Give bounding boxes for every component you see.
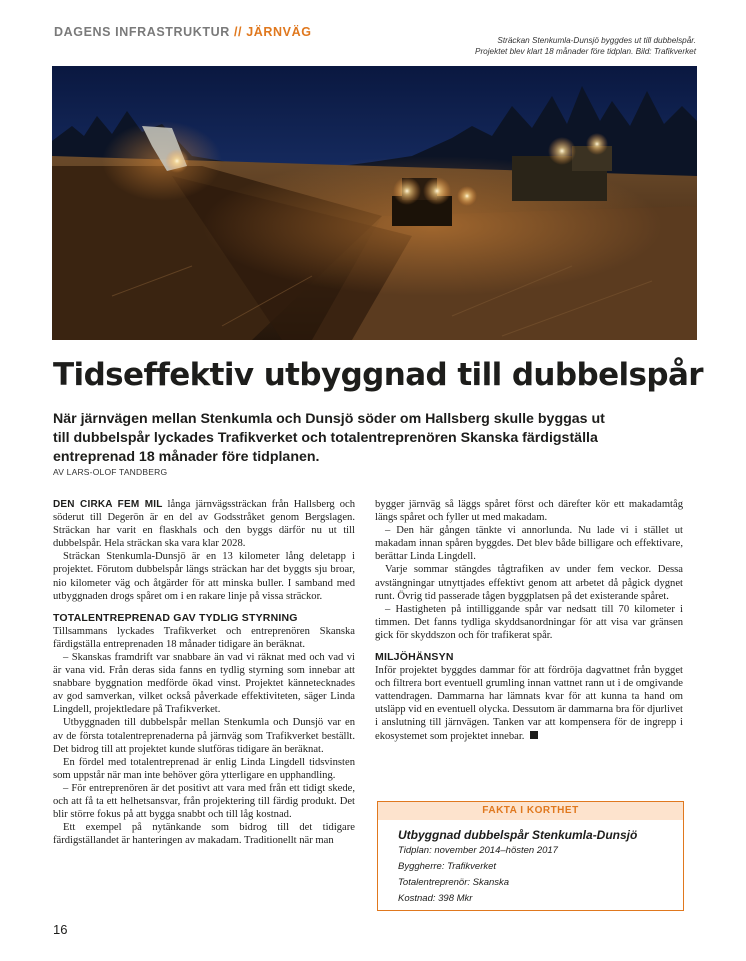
facts-line: Tidplan: november 2014–hösten 2017	[398, 845, 558, 856]
paragraph-text: Inför projektet byggdes dammar för att fördröja dagvattnet från bygget och filtrera bort eventuell grumling innan vattnet rann ut i de omgivande vattendragen. Dammarna har lämnats kvar för att kunna ta hand om utsläpp vid en eventuell olycka. Dessutom är dammarna bra för djurlivet i anslutning till järnvägen. Tanken var att kompensera för de ingrepp i ekosystemet som projektet innebar.	[375, 665, 683, 742]
photo-caption-line: Projektet blev klart 18 månader före tidplan. Bild: Trafikverket	[474, 46, 696, 56]
body-paragraph: – För entreprenören är det positivt att vara med från ett tidigt skede, och att få ta ett helhetsansvar, från projektering till färdig produkt. Det blir större fokus på att bygga snabbt och till låg kostnad.	[53, 782, 355, 821]
facts-line: Kostnad: 398 Mkr	[398, 893, 473, 904]
article-column-1	[53, 498, 355, 847]
photo-caption	[396, 36, 696, 57]
body-paragraph	[53, 498, 355, 550]
body-paragraph: Varje sommar stängdes tågtrafiken av under fem veckor. Dessa avstängningar utnyttjades effektivt genom att arbetet då pågick dygnet runt. Övrig tid passerade tågen byggplatsen på det existerande spåret.	[375, 564, 683, 602]
article-column-2	[375, 498, 683, 743]
facts-heading: FAKTA I KORTHET	[378, 802, 683, 820]
subheading: MILJÖHÄNSYN	[375, 651, 454, 664]
body-paragraph: – Skanskas framdrift var snabbare än vad vi räknat med och vad vi är vana vid. Från deras sida fanns en tydlig styrning som innebar att snabbare byggnation medförde ökad vinst. Projektet kännetecknades av god samverkan, vilket också påverkade effektiviteten, säger Linda Lingdell, projektledare på Trafikverket.	[53, 651, 355, 716]
body-paragraph: Tillsammans lyckades Trafikverket och entreprenören Skanska färdigställa entreprenaden 18 månader tidigare än beräknat.	[53, 625, 355, 650]
body-paragraph: Utbyggnaden till dubbelspår mellan Stenkumla och Dunsjö var en av de första totalentreprenaderna på järnväg som Trafikverket beställt. Det bidrog till att projektet kunde slutföras tidigare än beräknat.	[53, 717, 355, 755]
night-construction-illustration	[52, 66, 697, 340]
facts-line: Byggherre: Trafikverket	[398, 861, 497, 872]
body-paragraph: En fördel med totalentreprenad är enlig Linda Lingdell tidsvinsten som uppstår när man inte behöver göra ytterligare en upphandling.	[53, 756, 355, 781]
page-number: 16	[53, 922, 68, 937]
construction-night-photo	[52, 66, 697, 340]
article-ingress	[53, 410, 653, 467]
section-header	[54, 25, 312, 39]
body-paragraph: bygger järnväg så läggs spåret först och därefter kör ett makadamtåg längs spåret och fyller ut med makadam.	[375, 499, 683, 524]
subsection-label: JÄRNVÄG	[246, 25, 312, 39]
ingress-line: till dubbelspår lyckades Trafikverket och totalentreprenören Skanska färdigställa	[53, 430, 598, 446]
body-paragraph	[375, 664, 683, 743]
body-paragraph: Ett exempel på nytänkande som bidrog till det tidigare färdigställandet är hanteringen av makadam. Traditionellt när man	[53, 822, 355, 847]
body-paragraph: – Hastigheten på intilliggande spår var nedsatt till 70 kilometer i timmen. Det fanns tydliga skyddsanordningar för att visa var gränsen gick för skyddszon och för trafikerat spår.	[375, 603, 683, 641]
section-separator: //	[233, 25, 243, 39]
facts-line: Totalentreprenör: Skanska	[398, 877, 510, 888]
ingress-line: entreprenad 18 månader före tidplanen.	[53, 449, 320, 465]
paragraph-text: långa järnvägssträckan från Hallsberg och söderut till Degerön är en del av Godsstråket genom Bergslagen. Sträckan har varit en flaskhals och den byggs därför nu ut till dubbelspår. Hela sträckan ska vara klar 2028.	[53, 499, 355, 550]
ingress-line: När järnvägen mellan Stenkumla och Dunsjö söder om Hallsberg skulle byggas ut	[53, 411, 605, 427]
lead-in: DEN CIRKA FEM MIL	[53, 499, 163, 510]
body-paragraph: Sträckan Stenkumla-Dunsjö är en 13 kilometer lång deletapp i projektet. Förutom dubbelspår längs sträckan har det byggts sju broar, nio kilometer väg och åtgärder för att minska buller. I samband med utbyggnaden drogs spåret om i en rakare linje på vissa sträckor.	[53, 551, 355, 602]
photo-caption-line: Sträckan Stenkumla-Dunsjö byggdes ut till dubbelspår.	[497, 36, 696, 45]
body-paragraph: – Den här gången tänkte vi annorlunda. Nu lade vi i stället ut makadam innan spåren byggdes. Det blev både billigare och effektivare, berättar Linda Lingdell.	[375, 525, 683, 563]
facts-title: Utbyggnad dubbelspår Stenkumla-Dunsjö	[398, 828, 638, 842]
article-byline: AV LARS-OLOF TANDBERG	[53, 467, 168, 477]
facts-box	[377, 801, 684, 911]
article-title: Tidseffektiv utbyggnad till dubbelspår	[53, 357, 703, 393]
end-of-article-mark	[530, 731, 538, 739]
subheading: TOTALENTREPRENAD GAV TYDLIG STYRNING	[53, 611, 298, 624]
section-label: DAGENS INFRASTRUKTUR	[54, 25, 230, 39]
